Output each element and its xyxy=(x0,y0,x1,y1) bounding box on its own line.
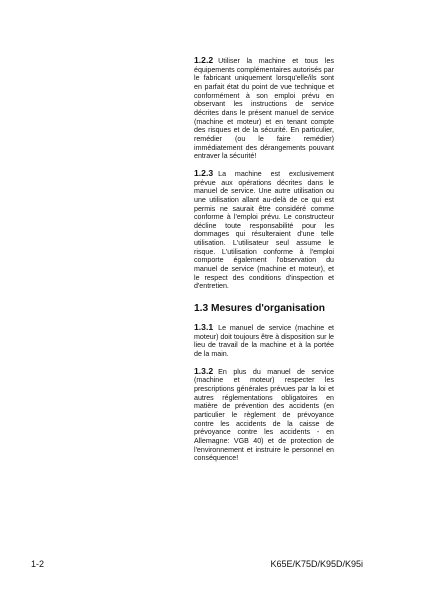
paragraph-number: 1.2.3 xyxy=(194,167,214,178)
paragraph-text: En plus du manuel de service (machine et moteur) respecter les prescriptions générales prévues par la loi et autres réglementations obligatoires en matière de prévention des accidents (en particulier le règlement de prévoyance contre les accidents de la caisse de prévoyance contre les accidents - en Allemagne: VGB 40) et de protection de l'environnement et instruire le personnel en conséquence! xyxy=(194,367,334,463)
paragraph-number: 1.3.2 xyxy=(194,365,214,376)
paragraph-1-2-3 xyxy=(194,169,334,291)
main-text-column xyxy=(194,56,334,471)
paragraph-number: 1.2.2 xyxy=(194,55,214,65)
page-number: 1-2 xyxy=(31,559,45,569)
section-heading-1-3: 1.3 Mesures d'organisation xyxy=(194,303,325,315)
paragraph-1-2-2 xyxy=(194,56,334,161)
paragraph-1-3-1 xyxy=(194,323,334,359)
paragraph-text: Le manuel de service (machine et moteur) doit toujours être à disposition sur le lieu de travail de la machine et à la portée de la main. xyxy=(194,324,334,359)
paragraph-text: La machine est exclusivement prévue aux opérations décrites dans le manuel de service. Une autre utilisation ou une utilisation allant au-delà de ce qui est permis ne saurait être considéré comme conforme à l'emploi prévu. Le constructeur décline toute responsabilité pour les dommages qui résulteraient d'une telle utilisation. L'utilisateur seul assume le risque. L'utilisation conforme à l'emploi comporte également l'observation du manuel de service (machine et moteur), et le respect des conditions d'inspection et d'entretien. xyxy=(194,169,334,291)
paragraph-1-3-2 xyxy=(194,367,334,463)
paragraph-text: Utiliser la machine et tous les équipements complémentaires autorisés par le fabricant uniquement lorsqu'elle/ils sont en parfait état du point de vue technique et conformément à son emploi prévu en observant les instructions de service décrites dans le présent manuel de service (machine et moteur) et en tenant compte des risques et de la sécurité. En particulier, remédier (ou le faire remédier) immédiatement des dérangements pouvant entraver la sécurité! xyxy=(194,57,334,161)
model-designation: K65E/K75D/K95D/K95i xyxy=(270,559,363,569)
paragraph-number: 1.3.1 xyxy=(194,322,214,333)
